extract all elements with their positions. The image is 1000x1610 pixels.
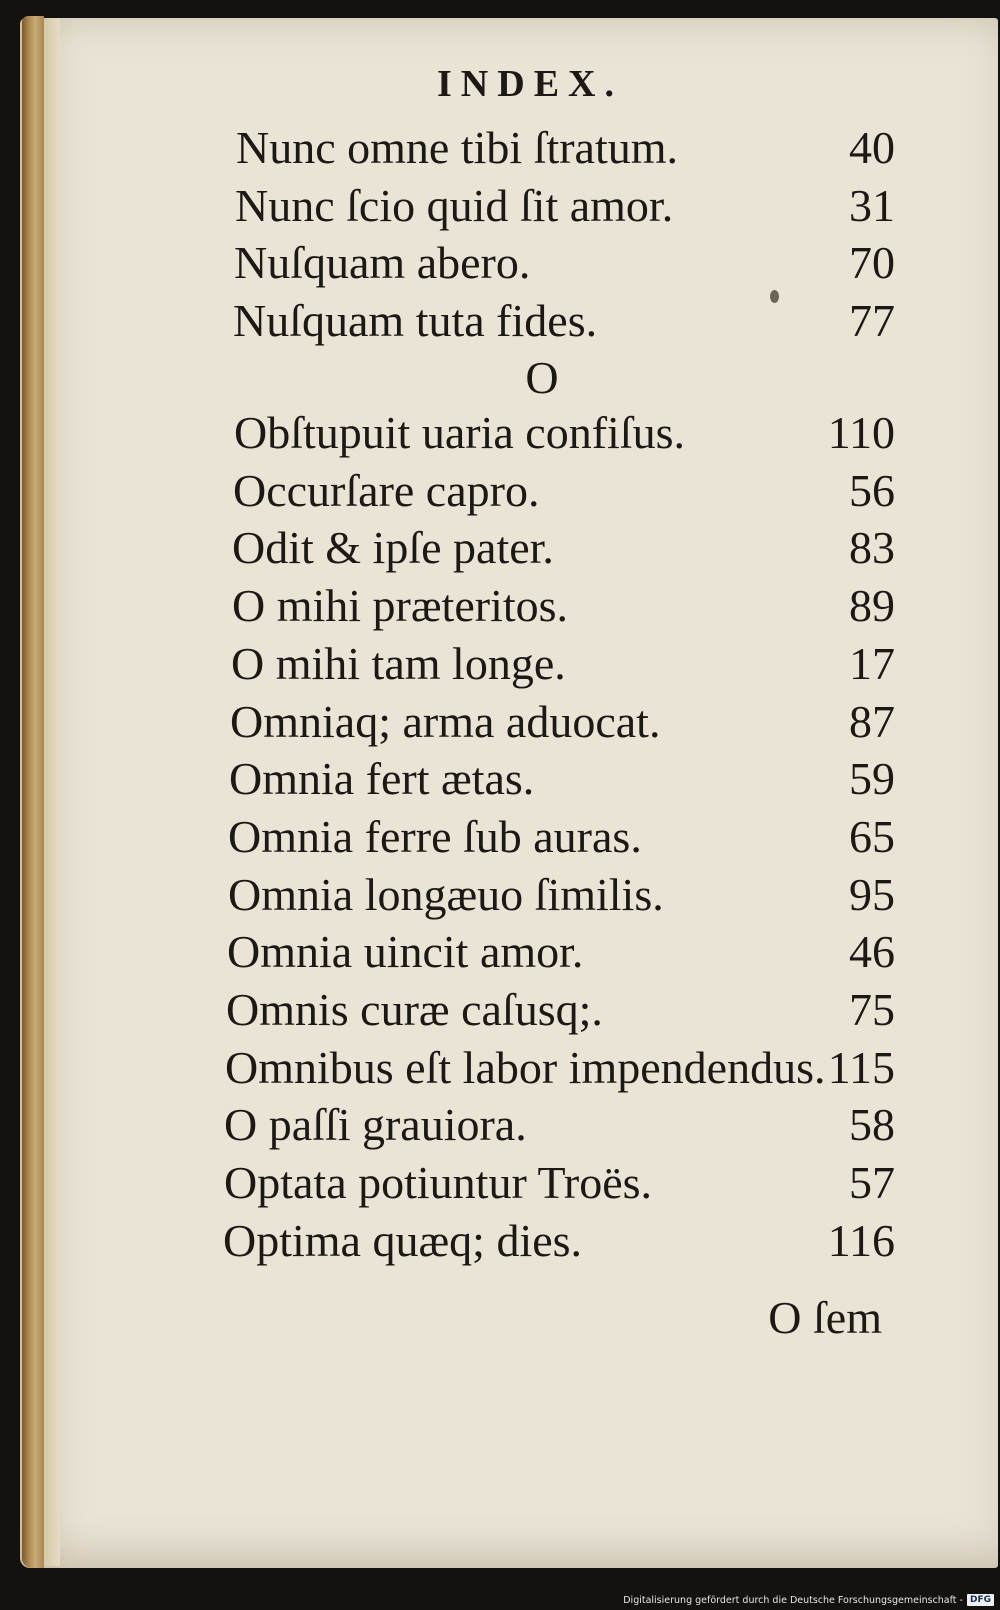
- entry-page-number: 89: [849, 580, 895, 632]
- index-entry: [226, 982, 895, 1038]
- entry-page-number: 70: [849, 237, 895, 288]
- dfg-logo-icon: DFG: [967, 1594, 994, 1606]
- index-entry: [227, 924, 895, 980]
- index-entry: [228, 809, 895, 865]
- entry-page-number: 40: [849, 122, 895, 173]
- entry-phrase: Nuſquam abero.: [234, 237, 531, 288]
- entry-phrase: Optata potiuntur Troës.: [224, 1157, 653, 1209]
- entry-page-number: 56: [849, 464, 895, 516]
- entry-phrase: Optima quæq; dies.: [223, 1214, 583, 1266]
- entry-page-number: 57: [849, 1157, 895, 1209]
- index-entry: [224, 1155, 895, 1211]
- entry-phrase: Omnis curæ caſusq;.: [226, 984, 603, 1035]
- credit-text: Digitalisierung gefördert durch die Deutsche Forschungsgemeinschaft -: [623, 1594, 963, 1606]
- index-entry: [224, 1097, 895, 1153]
- entry-page-number: 77: [849, 294, 895, 346]
- entry-page-number: 75: [849, 984, 895, 1035]
- entry-phrase: Omnia longæuo ſimilis.: [228, 868, 664, 920]
- index-entry: [229, 751, 895, 807]
- entry-page-number: 58: [849, 1099, 895, 1151]
- entry-phrase: Nuſquam tuta fides.: [233, 294, 598, 346]
- catchword: O ſem: [768, 1292, 882, 1343]
- index-entry: [232, 578, 895, 634]
- index-entry: [233, 463, 895, 519]
- entry-page-number: 46: [849, 926, 895, 978]
- entry-phrase: Omnibus eſt labor impendendus.: [225, 1041, 826, 1093]
- entry-phrase: Occurſare capro.: [233, 464, 540, 516]
- entry-phrase: Omnia ferre ſub auras.: [228, 810, 642, 862]
- entry-page-number: 95: [849, 868, 895, 920]
- entry-page-number: 115: [827, 1041, 895, 1093]
- index-entry: [236, 120, 895, 176]
- entry-page-number: 59: [849, 753, 895, 805]
- entry-page-number: 87: [849, 695, 895, 747]
- index-entry: [228, 867, 895, 923]
- entry-page-number: 65: [849, 810, 895, 862]
- entry-phrase: O paſſi grauiora.: [224, 1099, 527, 1151]
- entry-phrase: Odit & ipſe pater.: [232, 522, 554, 574]
- index-entry: [234, 235, 895, 291]
- entry-phrase: Obſtupuit uaria confiſus.: [234, 407, 685, 458]
- index-entry: [235, 178, 895, 234]
- entry-page-number: 110: [827, 407, 895, 458]
- entry-phrase: Nunc ſcio quid ſit amor.: [235, 179, 674, 231]
- entry-phrase: Nunc omne tibi ſtratum.: [236, 122, 679, 173]
- entry-phrase: O mihi tam longe.: [231, 637, 566, 689]
- index-entry: [231, 636, 895, 692]
- index-entry: [232, 520, 895, 576]
- index-entry: [225, 1040, 895, 1096]
- index-entry: [223, 1213, 895, 1269]
- entry-page-number: 17: [849, 637, 895, 689]
- entry-phrase: Omnia fert ætas.: [229, 753, 535, 805]
- page-title: INDEX.: [437, 63, 623, 105]
- index-entry: [233, 293, 895, 349]
- index-entry: [234, 405, 895, 461]
- entry-page-number: 116: [827, 1214, 895, 1266]
- digitization-credit-bar: [580, 1590, 1000, 1610]
- entry-page-number: 31: [849, 179, 895, 231]
- index-entry: [230, 694, 895, 750]
- entry-page-number: 83: [849, 522, 895, 574]
- entry-phrase: Omniaq; arma aduocat.: [230, 695, 661, 747]
- section-letter: O: [525, 352, 559, 403]
- entry-phrase: Omnia uincit amor.: [227, 926, 584, 978]
- entry-phrase: O mihi præteritos.: [232, 580, 569, 632]
